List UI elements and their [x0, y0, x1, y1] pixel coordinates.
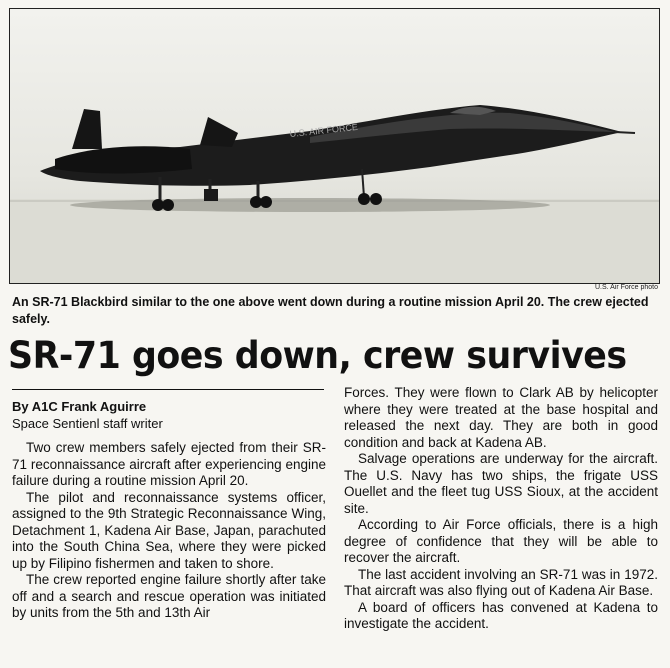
headline: SR-71 goes down, crew survives: [8, 334, 627, 377]
paragraph: Two crew members safely ejected from their SR-71 reconnaissance aircraft after experiencing engine failure during a routine mission April 20.: [12, 440, 326, 488]
paragraph: A board of officers has convened at Kadena to investigate the accident.: [344, 599, 658, 631]
byline-role: Space Sentienl staff writer: [12, 416, 163, 431]
paragraph: The crew reported engine failure shortly after take off and a search and rescue operation was initiated by units from the 5th and 13th Air: [12, 572, 326, 620]
photo-caption: An SR-71 Blackbird similar to the one above went down during a routine mission April 20. The crew ejected safely.: [12, 295, 649, 326]
svg-text:U.S. AIR FORCE: U.S. AIR FORCE: [289, 121, 359, 139]
paragraph: The pilot and reconnaissance systems officer, assigned to the 9th Strategic Reconnaissance Wing, Detachment 1, Kadena Air Base, Japan, parachuted into the South China Sea, where they were picked up by Filipino fishermen and taken to shore.: [12, 489, 326, 571]
paragraph: According to Air Force officials, there is a high degree of confidence that they will be able to recover the aircraft.: [344, 517, 658, 565]
byline: By A1C Frank Aguirre: [12, 399, 147, 414]
article-column-2: [344, 385, 658, 668]
paragraph: Forces. They were flown to Clark AB by helicopter where they were treated at the base hospital and released the next day. They are both in good condition and back at Kadena AB.: [344, 385, 658, 450]
article-column-1: [12, 440, 326, 668]
sr71-illustration: [10, 9, 659, 283]
aircraft-photo: [9, 8, 660, 284]
paragraph: The last accident involving an SR-71 was in 1972. That aircraft was also flying out of Kadena Air Base.: [344, 566, 658, 598]
byline-rule: [12, 389, 324, 390]
paragraph: Salvage operations are underway for the aircraft. The U.S. Navy has two ships, the frigate USS Ouellet and the fleet tug USS Sioux, at the accident site.: [344, 451, 658, 516]
photo-credit: U.S. Air Force photo: [594, 284, 658, 291]
